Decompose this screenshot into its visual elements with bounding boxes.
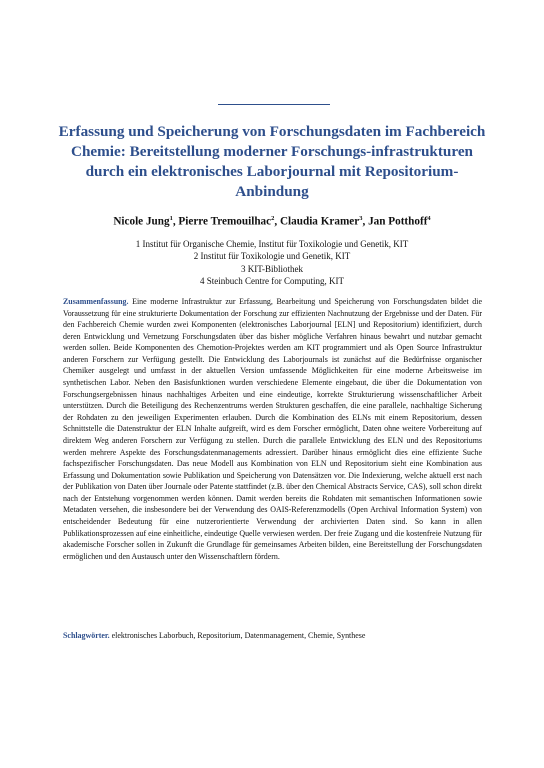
author-affiliation-mark: 1 — [169, 215, 173, 222]
author-name: Pierre Tremouilhac — [178, 215, 272, 228]
header-rule — [218, 104, 330, 105]
abstract-text: Eine moderne Infrastruktur zur Erfassung, Bearbeitung und Speicherung von Forschungsdaten bildet die Voraussetzung für eine strukturierte Dokumentation der Forschung zur effizienten Nachnutzung der Ergebnisse und der Daten. Für den Fachbereich Chemie wurden zwei Komponenten (elektronisches Laborjournal [ELN] und Repositorium) identifiziert, durch deren Entwicklung und Vernetzung Forschungsdaten über das bisher mögliche Verfahren hinaus bewahrt und nutzbar gemacht werden sollen. Beide Komponenten des Chemotion-Projektes werden am KIT programmiert und als Open Source Infrastruktur anderen Forschern zur Verfügung gestellt. Die Entwicklung des Laborjournals ist zunächst auf die Bedürfnisse organischer Chemiker ausgelegt und umfasst in der aktuellen Version umfassende Möglichkeiten für eine moderne Arbeitsweise im synthetischen Labor. Neben den Basisfunktionen wurden verschiedene Elemente eingebaut, die über die Dokumentation von Forschungsergebnissen hinaus nachhaltiges Arbeiten und eine eindeutige, korrekte Strukturierung wissenschaftlicher Arbeit unterstützen. Durch die Beteiligung des Rechenzentrums werden Strukturen geschaffen, die eine parallele, nachhaltige Sicherung der Rohdaten zu den jeweiligen Experimenten erlauben. Durch die Kombination des ELNs mit einem Repositorium, dessen Schnittstelle die Datenstruktur der ELN Inhalte aufgreift, wird es dem Forscher ermöglicht, Daten ohne weitere Vorbereitung auf direktem Weg anderen Forschern zur Verfügung zu stellen. Durch die parallele Entwicklung des ELN und des Repositoriums werden mehrere Aspekte des Forschungsdatenmanagements adressiert. Darüber hinaus ermöglicht dies eine effiziente Suche fachspezifischer Forschungsdaten. Das neue Modell aus Kombination von ELN und Repositorium sieht eine Kombination aus Erfassung und Dokumentation sowie Publikation und Speicherung von Datensätzen vor. Die Indexierung, welche aktuell erst nach der Publikation von Daten über Journale oder Patente stattfindet (z.B. über den Chemical Abstracts Service, CAS), soll schon direkt nach der Entstehung vorgenommen werden können. Damit werden bereits die Rohdaten mit semantischen Informationen sowie Metadaten versehen, die insbesondere bei der Verwendung des OAIS-Referenzmodells (Open Archival Information System) von entscheidender Bedeutung für eine nutzerorientierte Verwendung der archivierten Daten sind. So kann in allen Publikationsprozessen auf eine einheitliche, eindeutige Quelle verwiesen werden. Der freie Zugang und die kostenfreie Nutzung für akademische Forscher sollen in Zukunft die Grundlage für gemeinsames Arbeiten bilden, eine Bereitstellung der Forschungsdaten ermöglichen und den Austausch unter den Wissenschaftlern fördern. — [63, 297, 483, 561]
affiliation: 3 KIT-Bibliothek — [241, 263, 303, 274]
abstract-label: Zusammenfassung. — [63, 297, 129, 306]
paper-title — [40, 122, 504, 202]
author-affiliation-mark: 3 — [359, 215, 363, 222]
title-line: Chemie: Bereitstellung moderner Forschungs-infrastrukturen — [70, 143, 474, 160]
title-line: Erfassung und Speicherung von Forschungsdaten im Fachbereich — [58, 123, 486, 140]
abstract — [63, 296, 482, 562]
title-line: durch ein elektronisches Laborjournal mit Repositorium- — [85, 163, 459, 180]
author-name: Nicole Jung — [113, 215, 170, 228]
author-name: Claudia Kramer — [279, 215, 360, 228]
author-affiliation-mark: 4 — [427, 215, 431, 222]
author-list: Nicole Jung$^1$, Pierre Tremouilhac$^2$, Claudia Kramer$^3$, Jan Potthoff$^4$ — [113, 215, 431, 228]
keywords — [63, 630, 482, 642]
author-name: Jan Potthoff — [368, 215, 428, 228]
author-affiliation-mark: 2 — [271, 215, 275, 222]
affiliation: 2 Institut für Toxikologie und Genetik, KIT — [193, 251, 351, 262]
affiliation: 1 Institut für Organische Chemie, Institut für Toxikologie und Genetik, KIT — [135, 239, 409, 249]
keywords-text: elektronisches Laborbuch, Repositorium, Datenmanagement, Chemie, Synthese — [111, 631, 366, 640]
affiliation: 4 Steinbuch Centre for Computing, KIT — [200, 275, 344, 286]
affiliation-list — [40, 238, 504, 287]
keywords-label: Schlagwörter. — [63, 631, 110, 640]
title-line: Anbindung — [235, 183, 309, 200]
